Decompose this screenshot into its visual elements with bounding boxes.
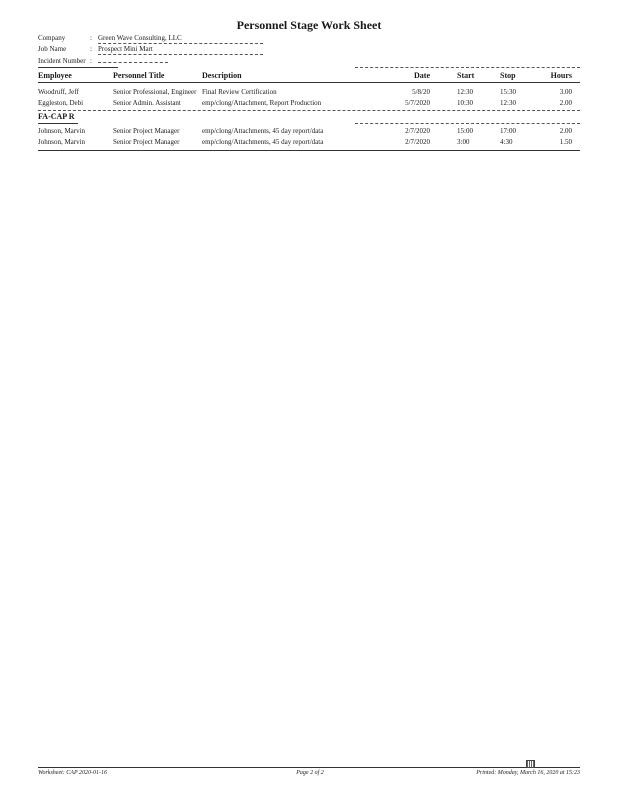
- row-employee: Johnson, Marvin: [38, 138, 86, 146]
- incident-row: [38, 56, 168, 66]
- row-employee: Johnson, Marvin: [38, 127, 86, 135]
- incident-colon: :: [90, 57, 92, 65]
- col-date: Date: [414, 71, 430, 80]
- row-description: emp/clong/Attachments, 45 day report/data: [202, 127, 324, 135]
- row-date: 2/7/2020: [405, 138, 430, 146]
- row-employee: Woodruff, Jeff: [38, 88, 79, 96]
- row-hours: 2.00: [559, 99, 572, 107]
- row-stop: 15:30: [500, 88, 516, 96]
- row-title: Senior Project Manager: [113, 127, 180, 135]
- row-description: emp/clong/Attachments, 45 day report/data: [202, 138, 324, 146]
- row-title: Senior Professional, Engineer: [113, 88, 197, 96]
- row-title: Senior Project Manager: [113, 138, 180, 146]
- row-hours: 2.00: [559, 127, 572, 135]
- row-start: 3:00: [457, 138, 470, 146]
- page-title: Personnel Stage Work Sheet: [236, 18, 382, 32]
- company-label: Company: [38, 34, 66, 42]
- col-hours: Hours: [550, 71, 572, 80]
- section-rule-left: [38, 123, 78, 124]
- printer-icon: [526, 760, 535, 768]
- col-employee: Employee: [38, 71, 72, 80]
- job-row: [38, 44, 263, 54]
- header-top-rule-right: [355, 67, 580, 68]
- row-hours: 3.00: [559, 88, 572, 96]
- job-value: Prospect Mini Mart: [98, 44, 263, 55]
- table-bottom-rule: [38, 150, 580, 151]
- row-employee: Eggleston, Debi: [38, 99, 84, 107]
- section-label: FA-CAP R: [38, 112, 75, 121]
- col-start: Start: [457, 71, 475, 80]
- footer-page-number: Page 2 of 2: [296, 770, 324, 776]
- row-start: 15:00: [457, 127, 473, 135]
- row-stop: 4:30: [500, 138, 513, 146]
- row-date: 2/7/2020: [405, 127, 430, 135]
- row-stop: 17:00: [500, 127, 516, 135]
- footer-worksheet-id: Worksheet: CAP 2020-01-16: [38, 770, 107, 776]
- row-description: Final Review Certification: [202, 88, 277, 96]
- company-row: [38, 33, 263, 43]
- col-title: Personnel Title: [113, 71, 165, 80]
- row-date: 5/8/20: [412, 88, 430, 96]
- row-title: Senior Admin. Assistant: [113, 99, 181, 107]
- section-rule-right: [355, 123, 580, 124]
- row-start: 10:30: [457, 99, 473, 107]
- header-top-rule-left: [38, 67, 118, 68]
- row-description: emp/clong/Attachment, Report Production: [202, 99, 322, 107]
- row-start: 12:30: [457, 88, 473, 96]
- footer-printed-date: Printed: Monday, March 16, 2020 at 15:23: [476, 770, 580, 776]
- row-date: 5/7/2020: [405, 99, 430, 107]
- job-label: Job Name: [38, 45, 67, 53]
- header-bottom-rule: [38, 82, 580, 83]
- incident-value: [98, 62, 168, 63]
- company-colon: :: [90, 34, 92, 42]
- incident-label: Incident Number: [38, 57, 86, 65]
- job-colon: :: [90, 45, 92, 53]
- col-stop: Stop: [500, 71, 516, 80]
- row-hours: 1.50: [559, 138, 572, 146]
- row-stop: 12:30: [500, 99, 516, 107]
- col-description: Description: [202, 71, 242, 80]
- group-divider-rule: [38, 110, 580, 111]
- company-value: Green Wave Consulting, LLC: [98, 33, 263, 44]
- footer-rule: [38, 767, 580, 768]
